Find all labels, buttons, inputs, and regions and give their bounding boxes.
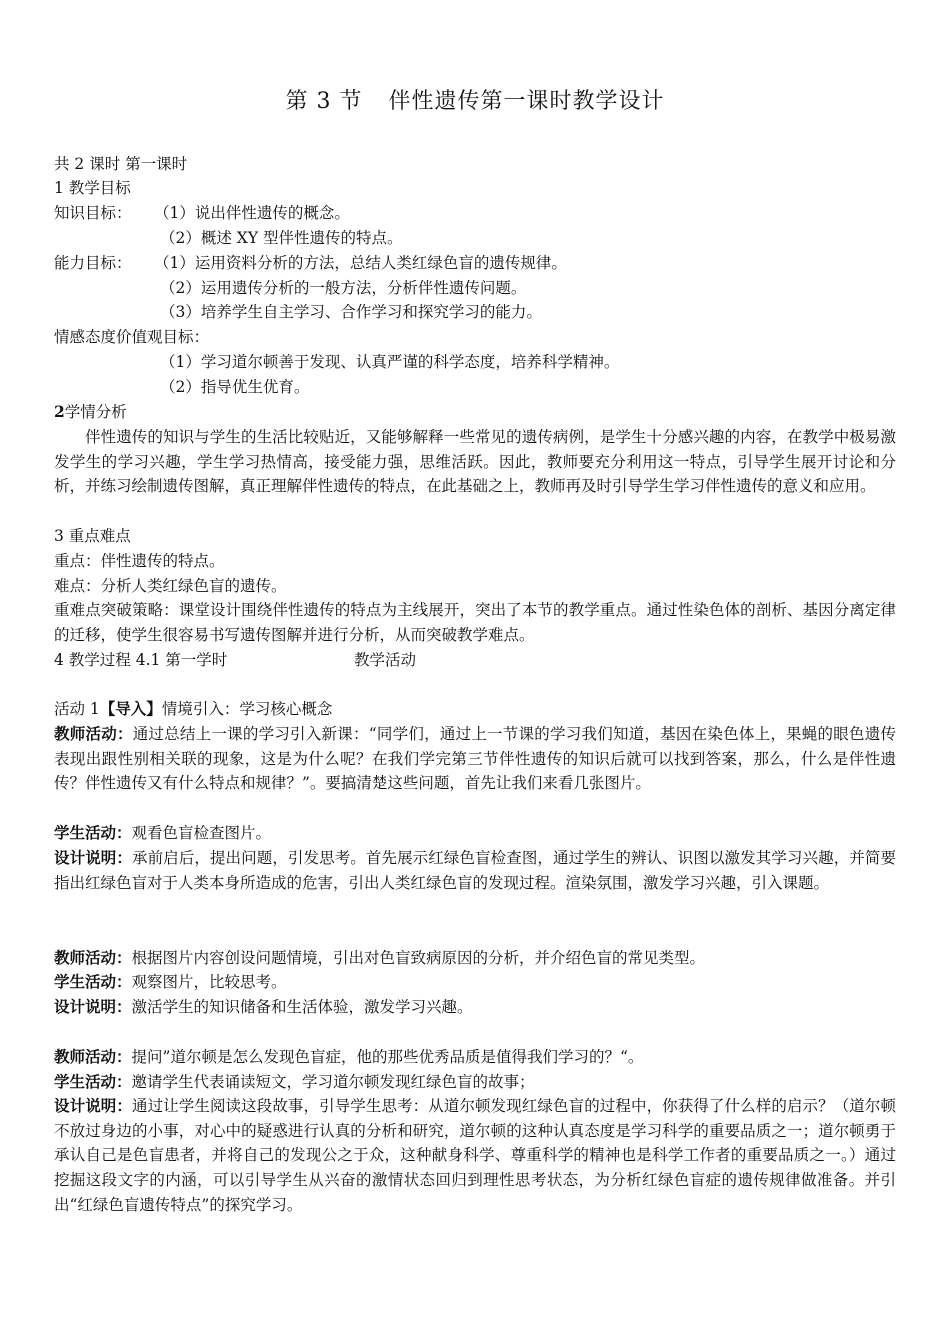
student-activity-2: [54, 970, 899, 995]
activity-1-title: [54, 697, 899, 722]
teacher-activity-label: 教师活动：: [54, 724, 133, 743]
design-note-3: [54, 1094, 896, 1218]
teacher-activity-3: [54, 1045, 899, 1070]
section-2-heading: [54, 400, 899, 425]
design-note-text: 通过让学生阅读这段故事，引导学生思考：从道尔顿发现红绿色盲的过程中，你获得了什么样的启示？（道尔顿不放过身边的小事，对心中的疑惑进行认真的分析和研究，道尔顿的这种认真态度是学习科学的重要品质之一；道尔顿勇于承认自己是色盲患者，并将自己的发现公之于众，这种献身科学、尊重科学的精神也是科学工作者的重要品质之一。）通过挖掘这段文字的内涵，可以引导学生从兴奋的激情状态回归到理性思考状态，为分析红绿色盲症的遗传规律做准备。并引出“红绿色盲遗传特点”的探究学习。: [54, 1097, 896, 1214]
teacher-activity-label: 教师活动：: [54, 948, 132, 967]
activity-title-text: 情境引入：学习核心概念: [161, 700, 333, 718]
activity-number: 活动 1: [54, 700, 100, 718]
student-activity-label: 学生活动：: [54, 972, 132, 991]
ability-goal-1: （1）运用资料分析的方法，总结人类红绿色盲的遗传规律。: [154, 254, 567, 272]
student-activity-text: 观察图片，比较思考。: [131, 973, 287, 991]
teacher-activity-2: [54, 946, 899, 971]
section-1-heading: 1 教学目标: [54, 179, 131, 197]
student-activity-3: [54, 1070, 899, 1095]
knowledge-goal-label: 知识目标：: [54, 204, 132, 222]
design-note-label: 设计说明：: [54, 1096, 132, 1115]
student-activity-label: 学生活动：: [54, 823, 132, 842]
student-activity-label: 学生活动：: [54, 1072, 132, 1091]
design-note-label: 设计说明：: [54, 848, 132, 867]
section-3-heading: 3 重点难点: [54, 527, 131, 545]
ability-goal-2: （2）运用遗传分析的一般方法，分析伴性遗传问题。: [160, 279, 527, 297]
student-activity-1: [54, 821, 899, 846]
title-text: 伴性遗传第一课时教学设计: [388, 89, 665, 114]
teacher-activity-text: 根据图片内容创设问题情境，引出对色盲致病原因的分析，并介绍色盲的常见类型。: [131, 949, 706, 967]
design-note-1: [54, 846, 896, 895]
section-4-heading: [54, 648, 899, 673]
key-point: 重点：伴性遗传的特点。: [54, 552, 225, 570]
design-note-label: 设计说明：: [54, 997, 132, 1016]
student-activity-text: 观看色盲检查图片。: [131, 824, 272, 842]
emotion-goal-1: （1）学习道尔顿善于发现、认真严谨的科学态度，培养科学精神。: [160, 353, 620, 371]
ability-goal-3: （3）培养学生自主学习、合作学习和探究学习的能力。: [160, 303, 542, 321]
teacher-activity-label: 教师活动：: [54, 1047, 132, 1066]
teacher-activity-1: [54, 722, 896, 796]
design-note-text: 激活学生的知识储备和生活体验，激发学习兴趣。: [131, 998, 473, 1016]
knowledge-goal-1: （1）说出伴性遗传的概念。: [154, 204, 350, 222]
ability-goal-row-1: [54, 251, 899, 276]
section-4-title: 4 教学过程 4.1 第一学时: [54, 651, 228, 669]
title-section: 第 3 节: [285, 89, 363, 114]
emotion-goal-2: （2）指导优生优育。: [160, 378, 310, 396]
knowledge-goal-2: （2）概述 XY 型伴性遗传的特点。: [160, 229, 403, 247]
course-hours: 共 2 课时 第一课时: [54, 155, 188, 173]
learner-analysis-paragraph: 伴性遗传的知识与学生的生活比较贴近，又能够解释一些常见的遗传病例，是学生十分感兴趣的内容，在教学中极易激发学生的学习兴趣，学生学习热情高，接受能力强，思维活跃。因此，教师要充分利用这一特点，引导学生展开讨论和分析，并练习绘制遗传图解，真正理解伴性遗传的特点，在此基础之上，教师再及时引导学生学习伴性遗传的意义和应用。: [54, 428, 896, 496]
section-2-number: 2: [54, 402, 65, 421]
ability-goal-label: 能力目标：: [54, 254, 132, 272]
teaching-activity-label: 教学活动: [354, 651, 417, 669]
design-note-2: [54, 995, 899, 1020]
knowledge-goal-row-1: [54, 201, 899, 226]
emotion-goal-label: 情感态度价值观目标：: [54, 328, 210, 346]
page-title: [0, 86, 950, 118]
strategy-paragraph: 重难点突破策略：课堂设计围绕伴性遗传的特点为主线展开，突出了本节的教学重点。通过性染色体的剖析、基因分离定律的迁移，使学生很容易书写遗传图解并进行分析，从而突破教学难点。: [54, 601, 896, 644]
design-note-text: 承前启后，提出问题，引发思考。首先展示红绿色盲检查图，通过学生的辨认、识图以激发其学习兴趣，并简要指出红绿色盲对于人类本身所造成的危害，引出人类红绿色盲的发现过程。渲染氛围，激发学习兴趣，引入课题。: [54, 849, 896, 892]
section-2-title: 学情分析: [64, 403, 127, 421]
difficult-point: 难点：分析人类红绿色盲的遗传。: [54, 577, 287, 595]
activity-tag: 【导入】: [99, 699, 162, 718]
teacher-activity-text: 通过总结上一课的学习引入新课：“同学们，通过上一节课的学习我们知道，基因在染色体上，果蝇的眼色遗传表现出跟性别相关联的现象，这是为什么呢？在我们学完第三节伴性遗传的知识后就可以找到答案，那么，什么是伴性遗传？伴性遗传又有什么特点和规律？”。要搞清楚这些问题，首先让我们来看几张图片。: [54, 725, 896, 793]
student-activity-text: 邀请学生代表诵读短文，学习道尔顿发现红绿色盲的故事；: [131, 1073, 535, 1091]
teacher-activity-text: 提问”道尔顿是怎么发现色盲症，他的那些优秀品质是值得我们学习的？“。: [131, 1048, 644, 1066]
